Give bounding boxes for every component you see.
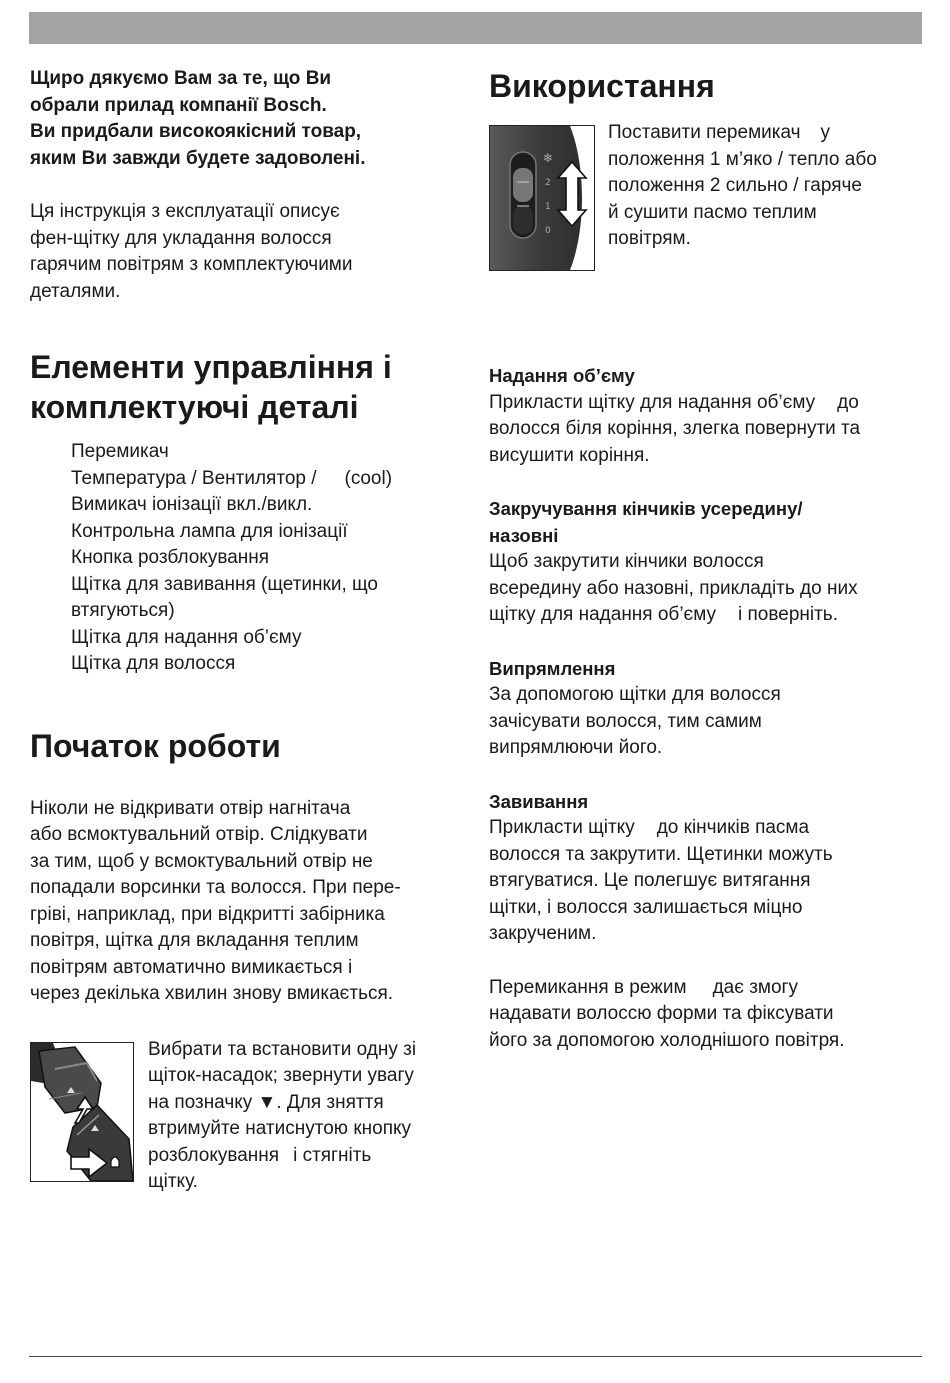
- switch-line: повітрям.: [608, 228, 691, 249]
- switch-illustration: [489, 125, 595, 271]
- start-line: Ніколи не відкривати отвір нагнітача: [30, 797, 351, 819]
- list-item: Перемикач: [71, 441, 169, 462]
- intro-paragraph: [30, 199, 462, 305]
- curl-ends-line-tail: і поверніть.: [738, 604, 838, 625]
- switch-text: [608, 120, 928, 253]
- attachment-illustration: [30, 1042, 134, 1182]
- volume-line: [489, 390, 924, 417]
- figure-line-text: розблокування: [148, 1144, 280, 1166]
- volume-line-text: Прикласти щітку для надання об’єму: [489, 391, 816, 413]
- start-line: через декілька хвилин знову вмикається.: [30, 983, 394, 1004]
- controls-heading-line: Елементи управління і: [30, 349, 392, 385]
- list-item: Кнопка розблокування: [71, 547, 270, 568]
- switch-icon: [490, 126, 594, 270]
- start-line: повітря, щітка для вкладання теплим: [30, 930, 359, 951]
- figure-line: на позначку ▼. Для зняття: [148, 1091, 384, 1113]
- list-item-text: Температура / Вентилятор /: [71, 467, 317, 489]
- left-column: [30, 66, 462, 1204]
- figure-line: Вибрати та встановити одну зі: [148, 1038, 417, 1060]
- curling-line: [489, 815, 924, 842]
- curl-ends-title-line: Закручування кінчиків усередину/: [489, 498, 803, 519]
- straight-title: Випрямлення: [489, 657, 616, 679]
- intro-line: фен-щітку для укладання волосся: [30, 227, 332, 249]
- start-paragraph: [30, 796, 462, 1008]
- figure-line: щіток-насадок; звернути увагу: [148, 1065, 414, 1086]
- switch-line: й сушити пасмо теплим: [608, 201, 817, 223]
- cool-mode-line: його за допомогою холоднішого повітря.: [489, 1029, 845, 1051]
- volume-line: висушити коріння.: [489, 444, 650, 466]
- curling-line: щітки, і волосся залишається міцно: [489, 896, 803, 918]
- controls-heading-line: комплектуючі деталі: [30, 389, 359, 425]
- cool-label: (cool): [344, 467, 393, 489]
- list-item: [71, 466, 462, 493]
- curling-line: закрученим.: [489, 923, 597, 944]
- switch-line-tail: у: [820, 122, 831, 143]
- cool-mode-line-text: Перемикання в режим: [489, 976, 687, 998]
- switch-mark-0: 0: [545, 226, 551, 236]
- volume-title: Надання об’єму: [489, 365, 635, 386]
- header-bar: [29, 12, 922, 44]
- cool-mode-line: надавати волоссю форми та фіксувати: [489, 1003, 834, 1024]
- intro-bold: [30, 66, 462, 172]
- curl-ends-title: [489, 496, 924, 549]
- curl-ends-line: Щоб закрутити кінчики волосся: [489, 551, 764, 572]
- start-line: гріві, наприклад, при відкритті забірника: [30, 903, 385, 925]
- list-item: Вимикач іонізації вкл./викл.: [71, 494, 313, 515]
- switch-mark-cool: ❄: [543, 151, 554, 165]
- figure-line-tail: і стягніть: [293, 1144, 372, 1166]
- switch-line: положення 1 м’яко / тепло або: [608, 148, 877, 170]
- start-line: за тим, щоб у всмоктувальний отвір не: [30, 850, 373, 872]
- switch-line-text: Поставити перемикач: [608, 122, 801, 143]
- list-item: Щітка для завивання (щетинки, що: [71, 573, 378, 595]
- curl-ends-line: всередину або назовні, прикладіть до них: [489, 577, 858, 599]
- figure-line: [148, 1143, 468, 1170]
- volume-line: волосся біля коріння, злегка повернути та: [489, 418, 861, 439]
- right-column: [489, 66, 924, 1054]
- start-line: повітрям автоматично вимикається і: [30, 956, 353, 978]
- straight-line: За допомогою щітки для волосся: [489, 684, 781, 705]
- curl-ends-line: [489, 602, 924, 629]
- curl-ends-line-text: щітку для надання об’єму: [489, 604, 717, 625]
- intro-line: Ця інструкція з експлуатації описує: [30, 201, 340, 222]
- curling-line: втягуватися. Це полегшує витягання: [489, 870, 811, 891]
- intro-bold-line: Ви придбали високоякісний товар,: [30, 121, 362, 142]
- usage-heading: Використання: [489, 68, 715, 104]
- list-item: Контрольна лампа для іонізації: [71, 520, 348, 542]
- footer-rule: [29, 1356, 922, 1357]
- list-item: Щітка для волосся: [71, 653, 236, 674]
- intro-bold-line: обрали прилад компанії Bosch.: [30, 94, 327, 116]
- volume-line-tail: до: [837, 391, 859, 413]
- curling-title: Завивання: [489, 790, 589, 812]
- intro-bold-line: Щиро дякуємо Вам за те, що Ви: [30, 68, 332, 89]
- curling-line-text: Прикласти щітку: [489, 817, 635, 838]
- cool-mode-line: [489, 975, 924, 1002]
- switch-line: положення 2 сильно / гаряче: [608, 175, 862, 196]
- list-item: втягуються): [71, 600, 175, 621]
- intro-line: деталями.: [30, 280, 121, 302]
- switch-figure-row: [489, 122, 924, 271]
- intro-line: гарячим повітрям з комплектуючими: [30, 254, 353, 275]
- start-heading: Початок роботи: [30, 727, 281, 764]
- attachment-text: [148, 1037, 468, 1196]
- list-item: Щітка для надання об’єму: [71, 626, 302, 648]
- attachment-icon: [31, 1043, 133, 1181]
- straight-line: випрямлюючи його.: [489, 737, 663, 758]
- start-line: попадали ворсинки та волосся. При пере-: [30, 877, 401, 898]
- curl-ends-title-line: назовні: [489, 524, 559, 546]
- intro-bold-line: яким Ви завжди будете задоволені.: [30, 147, 366, 169]
- figure-line: щітку.: [148, 1171, 198, 1192]
- cool-mode-line-tail: дає змогу: [712, 976, 798, 998]
- straight-line: зачісувати волосся, тим самим: [489, 710, 762, 732]
- attachment-figure-row: [30, 1038, 462, 1204]
- switch-line: [608, 120, 928, 147]
- start-line: або всмоктувальний отвір. Слідкувати: [30, 824, 368, 845]
- controls-heading: [30, 347, 462, 427]
- switch-mark-1: 1: [545, 202, 551, 212]
- controls-list: [30, 439, 462, 678]
- figure-line: втримуйте натиснутою кнопку: [148, 1118, 412, 1139]
- switch-mark-2: 2: [545, 178, 551, 188]
- curling-line-tail: до кінчиків пасма: [656, 817, 810, 838]
- curling-line: волосся та закрутити. Щетинки можуть: [489, 843, 833, 865]
